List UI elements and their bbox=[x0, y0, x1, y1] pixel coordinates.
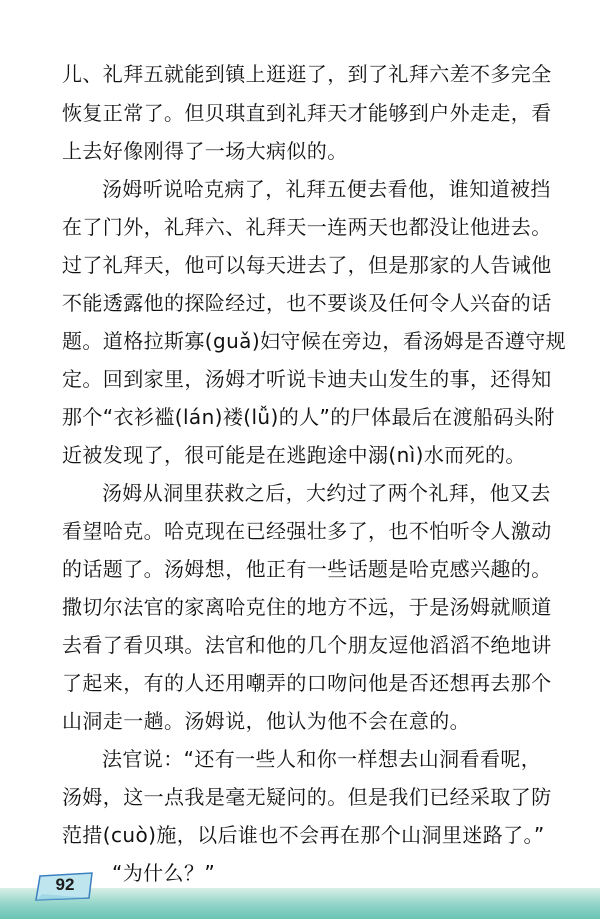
text-line: 那个“衣衫褴(lán)褛(lǚ)的人”的尸体最后在渡船码头附 bbox=[62, 405, 555, 429]
text-line: “为什么？” bbox=[112, 861, 216, 885]
page-number: 92 bbox=[55, 875, 75, 894]
text-line: 儿、礼拜五就能到镇上逛逛了，到了礼拜六差不多完全 bbox=[62, 62, 552, 86]
text-line: 了起来，有的人还用嘲弄的口吻问他是否还想再去那个 bbox=[62, 671, 552, 695]
text-line: 撒切尔法官的家离哈克住的地方不远，于是汤姆就顺道 bbox=[62, 595, 552, 619]
text-line: 看望哈克。哈克现在已经强壮多了，也不怕听令人激动 bbox=[62, 519, 552, 543]
text-line: 山洞走一趟。汤姆说，他认为他不会在意的。 bbox=[62, 709, 470, 733]
text-line: 过了礼拜天，他可以每天进去了，但是那家的人告诫他 bbox=[62, 253, 552, 277]
text-line: 定。回到家里，汤姆才听说卡迪夫山发生的事，还得知 bbox=[62, 367, 552, 391]
text-line: 恢复正常了。但贝琪直到礼拜天才能够到户外走走，看 bbox=[62, 101, 552, 125]
text-line: 汤姆听说哈克病了，礼拜五便去看他，谁知道被挡 bbox=[102, 177, 551, 201]
text-line: 上去好像刚得了一场大病似的。 bbox=[62, 139, 348, 163]
text-line: 近被发现了，很可能是在逃跑途中溺(nì)水而死的。 bbox=[62, 443, 526, 467]
text-line: 题。道格拉斯寡(guǎ)妇守候在旁边，看汤姆是否遵守规 bbox=[62, 329, 567, 353]
text-line: 法官说：“还有一些人和你一样想去山洞看看呢， bbox=[102, 747, 542, 771]
text-line: 汤姆，这一点我是毫无疑问的。但是我们已经采取了防 bbox=[62, 785, 552, 809]
text-line: 范措(cuò)施，以后谁也不会再在那个山洞里迷路了。” bbox=[62, 823, 545, 847]
text-line: 的话题了。汤姆想，他正有一些话题是哈克感兴趣的。 bbox=[62, 557, 552, 581]
page-number-badge bbox=[34, 871, 96, 901]
text-line: 在了门外，礼拜六、礼拜天一连两天也都没让他进去。 bbox=[62, 215, 552, 239]
text-line: 不能透露他的探险经过，也不要谈及任何令人兴奋的话 bbox=[62, 291, 552, 315]
text-line: 去看了看贝琪。法官和他的几个朋友逗他滔滔不绝地讲 bbox=[62, 633, 552, 657]
text-line: 汤姆从洞里获救之后，大约过了两个礼拜，他又去 bbox=[102, 481, 551, 505]
